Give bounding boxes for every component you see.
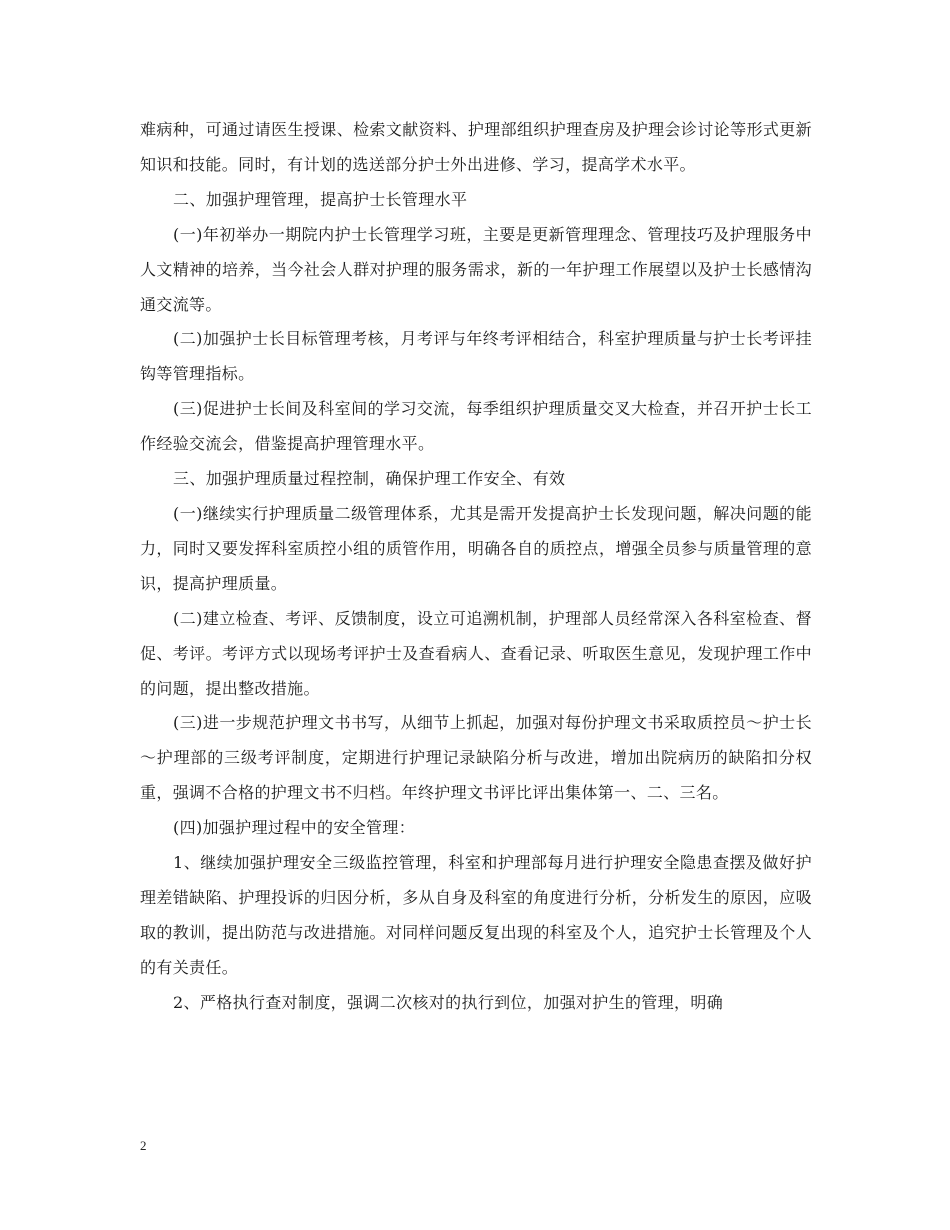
section-heading: 二、加强护理管理，提高护士长管理水平 [173,189,468,209]
paragraph: 2、严格执行查对制度，强调二次核对的执行到位，加强对护生的管理，明确 [173,992,724,1012]
document-body [140,113,812,1021]
section-heading: 三、加强护理质量过程控制，确保护理工作安全、有效 [173,469,566,489]
paragraph: (三)促进护士长间及科室间的学习交流，每季组织护理质量交叉大检查，并召开护士长工作经验交流会，借鉴提高护理管理水平。 [140,399,812,454]
page-number: 2 [140,1138,147,1153]
paragraph: (二)加强护士长目标管理考核，月考评与年终考评相结合，科室护理质量与护士长考评挂钩等管理指标。 [140,329,812,384]
paragraph: (一)继续实行护理质量二级管理体系，尤其是需开发提高护士长发现问题，解决问题的能力，同时又要发挥科室质控小组的质管作用，明确各自的质控点，增强全员参与质量管理的意识，提高护理质量。 [140,503,812,593]
paragraph: 难病种，可通过请医生授课、检索文献资料、护理部组织护理查房及护理会诊讨论等形式更新知识和技能。同时，有计划的选送部分护士外出进修、学习，提高学术水平。 [140,120,812,174]
paragraph: (三)进一步规范护理文书书写，从细节上抓起，加强对每份护理文书采取质控员～护士长～护理部的三级考评制度，定期进行护理记录缺陷分析与改进，增加出院病历的缺陷扣分权重，强调不合格的护理文书不归档。年终护理文书评比评出集体第一、二、三名。 [140,713,812,803]
paragraph: (二)建立检查、考评、反馈制度，设立可追溯机制，护理部人员经常深入各科室检查、督促、考评。考评方式以现场考评护士及查看病人、查看记录、听取医生意见，发现护理工作中的问题，提出整改措施。 [140,608,812,698]
paragraph: (一)年初举办一期院内护士长管理学习班，主要是更新管理理念、管理技巧及护理服务中人文精神的培养，当今社会人群对护理的服务需求，新的一年护理工作展望以及护士长感情沟通交流等。 [140,224,812,314]
paragraph: 1、继续加强护理安全三级监控管理，科室和护理部每月进行护理安全隐患查摆及做好护理差错缺陷、护理投诉的归因分析，多从自身及科室的角度进行分析，分析发生的原因，应吸取的教训，提出防范与改进措施。对同样问题反复出现的科室及个人，追究护士长管理及个人的有关责任。 [140,853,812,977]
subsection-heading: (四)加强护理过程中的安全管理： [173,818,416,838]
